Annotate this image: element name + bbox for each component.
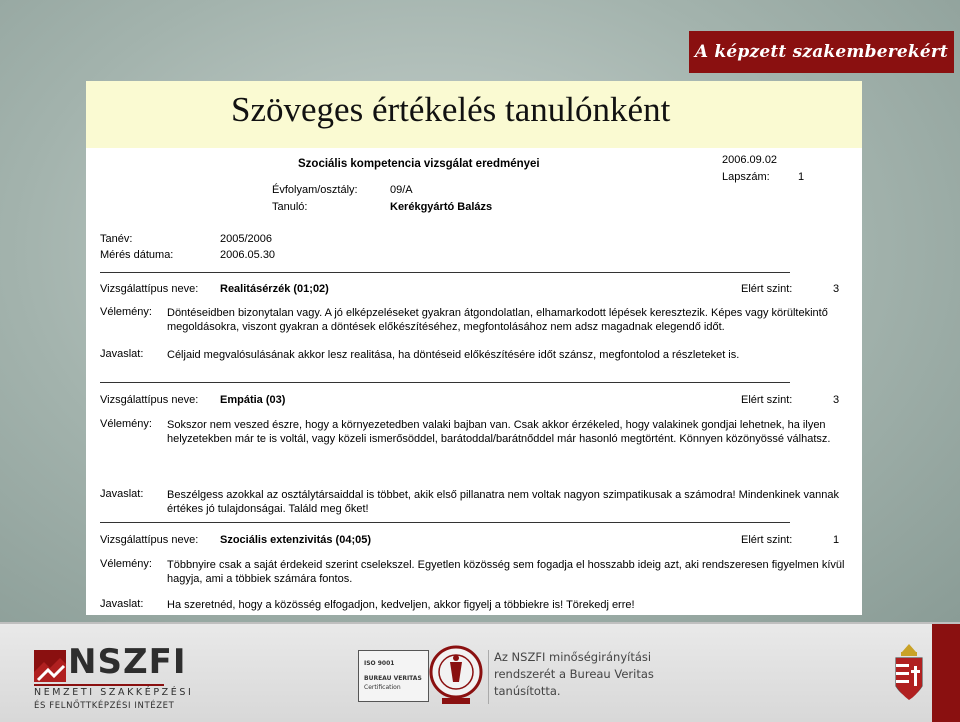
- section-1-level-label: Elért szint:: [741, 283, 793, 295]
- section-3-opinion-label: Vélemény:: [100, 558, 152, 570]
- section-3-opinion: Többnyire csak a saját érdekeid szerint cselekszel. Egyetlen közösség sem fogadja el hosszabb ideig azt, aki rendszeresen figyelmen kívül hagyja, ami a többiek számára fontos.: [167, 559, 845, 585]
- certification-note: [494, 649, 694, 700]
- section-3-type: Szociális extenzivitás (04;05): [220, 534, 372, 546]
- report-document: [86, 148, 862, 615]
- section-2-type: Empátia (03): [220, 394, 286, 406]
- certificate-separator: [488, 650, 489, 704]
- tagline-banner: A képzett szakemberekért: [689, 31, 954, 73]
- iso-line-3: Certification: [364, 684, 401, 691]
- footer-accent-strip: [932, 624, 960, 722]
- section-2-opinion-label: Vélemény:: [100, 418, 152, 430]
- section-1-advice-label: Javaslat:: [100, 348, 144, 360]
- section-2-advice: Beszélgess azokkal az osztálytársaiddal is többet, akik első pillanatra nem voltak nagyon szimpatikusak a számodra! Mindenkinek vannak értékes jó tulajdonságai. Találd meg őket!: [167, 489, 839, 515]
- section-1-type-label: Vizsgálattípus neve:: [100, 283, 199, 295]
- cert-line-2: rendszerét a Bureau Veritas: [494, 667, 654, 681]
- section-2-level-label: Elért szint:: [741, 394, 793, 406]
- report-date: 2006.09.02: [722, 154, 778, 166]
- section-divider: [100, 382, 790, 383]
- section-2-type-label: Vizsgálattípus neve:: [100, 394, 199, 406]
- section-2-advice-label: Javaslat:: [100, 488, 144, 500]
- section-1-level: 3: [833, 283, 840, 295]
- section-divider: [100, 522, 790, 523]
- section-3-level: 1: [833, 534, 840, 546]
- coat-of-arms-icon: [892, 642, 926, 712]
- nszfi-wordmark: NSZFI: [68, 642, 187, 682]
- year-value: 2005/2006: [220, 233, 272, 245]
- iso-line-2: BUREAU VERITAS: [364, 675, 422, 682]
- cert-line-1: Az NSZFI minőségirányítási: [494, 650, 652, 664]
- section-3-type-label: Vizsgálattípus neve:: [100, 534, 199, 546]
- class-value: 09/A: [390, 184, 413, 196]
- iso-line-1: ISO 9001: [364, 660, 395, 667]
- nszfi-subtitle-2: ÉS FELNŐTTKÉPZÉSI INTÉZET: [34, 701, 175, 711]
- section-2-opinion: Sokszor nem veszed észre, hogy a környezetedben valaki bajban van. Csak akkor érzékeled, hogy valakinek gondjai lehetnek, ha ilyen helyzetekben már te is voltál, vagy közeli ismerősöddel, barátoddal/barátnőddel már hasonló megtörtént. Könnyen közönyössé válhatsz.: [167, 419, 831, 445]
- section-divider: [100, 272, 790, 273]
- footer-bar: [0, 622, 960, 722]
- report-heading: Szociális kompetencia vizsgálat eredményei: [298, 158, 540, 170]
- nszfi-divider: [34, 684, 164, 686]
- page-label: Lapszám:: [722, 171, 770, 183]
- nszfi-logo-icon: [34, 650, 66, 682]
- student-name: Kerékgyártó Balázs: [390, 201, 493, 213]
- measure-date-value: 2006.05.30: [220, 249, 276, 261]
- section-1-type: Realitásérzék (01;02): [220, 283, 329, 295]
- section-1-opinion-label: Vélemény:: [100, 306, 152, 318]
- section-2-level: 3: [833, 394, 840, 406]
- page-number: 1: [798, 171, 805, 183]
- nszfi-subtitle-1: NEMZETI SZAKKÉPZÉSI: [34, 687, 194, 698]
- cert-line-3: tanúsította.: [494, 684, 561, 698]
- student-label: Tanuló:: [272, 201, 308, 213]
- measure-date-label: Mérés dátuma:: [100, 249, 174, 261]
- class-label: Évfolyam/osztály:: [272, 184, 358, 196]
- iso-certificate-badge: [358, 650, 429, 702]
- slide-title: Szöveges értékelés tanulónként: [231, 90, 671, 129]
- bureau-veritas-seal-icon: [428, 642, 484, 706]
- section-1-opinion: Döntéseidben bizonytalan vagy. A jó elképzeléseket gyakran átgondolatlan, elhamarkodott lépések keresztezik. Képes vagy körültekintő megoldásokra, viszont gyakran a döntések előkészítéséhez, megfontolásához nem adsz magadnak elegendő időt.: [167, 307, 828, 333]
- year-label: Tanév:: [100, 233, 133, 245]
- section-3-advice: Ha szeretnéd, hogy a közösség elfogadjon, kedveljen, akkor figyelj a többiekre is! Törekedj erre!: [167, 599, 635, 611]
- section-3-advice-label: Javaslat:: [100, 598, 144, 610]
- section-3-level-label: Elért szint:: [741, 534, 793, 546]
- section-1-advice: Céljaid megvalósulásának akkor lesz realitása, ha döntéseid előkészítésére időt szánsz, megfontolod a részleteket is.: [167, 349, 740, 361]
